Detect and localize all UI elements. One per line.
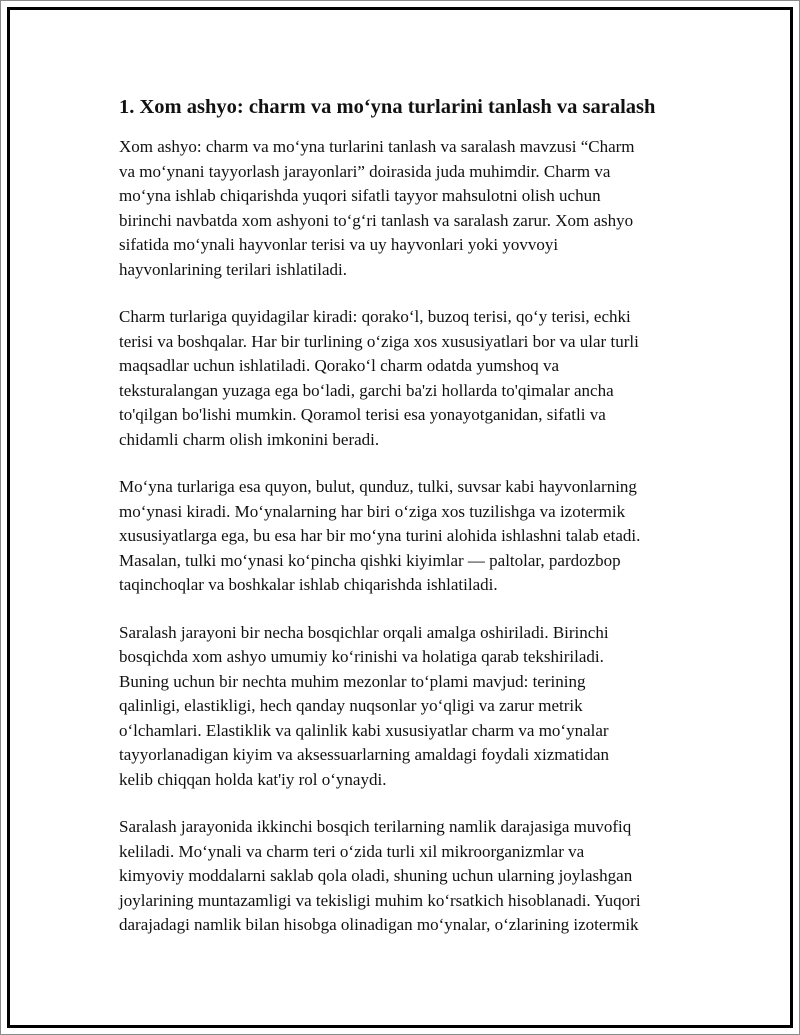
text-line: kelib chiqqan holda kat'iy rol o‘ynaydi. [119,769,387,789]
section-heading: 1. Xom ashyo: charm va mo‘yna turlarini tanlash va saralash [119,96,656,118]
text-line: Masalan, tulki mo‘ynasi ko‘pincha qishki kiyimlar — paltolar, pardozbop [119,550,621,570]
text-line: mo‘yna ishlab chiqarishda yuqori sifatli tayyor mahsulotni olish uchun [119,186,601,205]
paragraph-5 [119,815,689,938]
text-line: qalinligi, elastikligi, hech qanday nuqsonlar yo‘qligi va zarur metrik [119,696,583,715]
text-line: keliladi. Mo‘ynali va charm teri o‘zida turli xil mikroorganizmlar va [119,841,585,861]
paragraph-4 [119,621,689,793]
text-line: taqinchoqlar va boshkalar ishlab chiqarishda ishlatiladi. [119,575,498,594]
document-body [119,93,689,961]
text-line: chidamli charm olish imkonini beradi. [119,429,380,449]
paragraph-2 [119,305,689,452]
text-line: Buning uchun bir nechta muhim mezonlar to‘plami mavjud: terining [119,671,586,691]
text-line: bosqichda xom ashyo umumiy ko‘rinishi va holatiga qarab tekshiriladi. [119,647,604,666]
text-line: Saralash jarayonida ikkinchi bosqich terilarning namlik darajasiga muvofiq [119,817,632,836]
text-line: maqsadlar uchun ishlatiladi. Qorako‘l charm odatda yumshoq va [119,356,559,375]
text-line: sifatida mo‘ynali hayvonlar terisi va uy hayvonlari yoki yovvoyi [119,235,559,254]
text-line: Charm turlariga quyidagilar kiradi: qorako‘l, buzoq terisi, qo‘y terisi, echki [119,307,631,326]
text-line: hayvonlarining terilari ishlatiladi. [119,259,348,279]
text-line: xususiyatlarga ega, bu esa har bir mo‘yna turini alohida ishlashni talab etadi. [119,526,641,545]
text-line: darajadagi namlik bilan hisobga olinadigan mo‘ynalar, o‘zlarining izotermik [119,915,639,934]
paragraph-1 [119,135,689,282]
text-line: teksturalangan yuzaga ega bo‘ladi, garchi ba'zi hollarda to'qimalar ancha [119,380,614,400]
text-line: tayyorlanadigan kiyim va aksessuarlarning amaldagi foydali xizmatidan [119,745,610,764]
paragraph-3 [119,475,689,598]
text-line: kimyoviy moddalarni saklab qola oladi, shuning uchun ularning joylashgan [119,866,633,885]
text-line: o‘lchamlari. Elastiklik va qalinlik kabi xususiyatlar charm va mo‘ynalar [119,720,609,740]
text-line: to'qilgan bo'lishi mumkin. Qoramol terisi esa yonayotganidan, sifatli va [119,405,606,424]
text-line: Saralash jarayoni bir necha bosqichlar orqali amalga oshiriladi. Birinchi [119,622,609,642]
text-line: mo‘ynasi kiradi. Mo‘ynalarning har biri o‘ziga xos tuzilishga va izotermik [119,501,626,521]
text-line: va mo‘ynani tayyorlash jarayonlari” doirasida juda muhimdir. Charm va [119,161,611,181]
text-line: Xom ashyo: charm va mo‘yna turlarini tanlash va saralash mavzusi “Charm [119,137,635,156]
text-line: terisi va boshqalar. Har bir turlining o‘ziga xos xususiyatlari bor va ular turli [119,331,639,351]
text-line: joylarining muntazamligi va tekisligi muhim ko‘rsatkich hisoblanadi. Yuqori [119,890,641,910]
text-line: Mo‘yna turlariga esa quyon, bulut, qunduz, tulki, suvsar kabi hayvonlarning [119,477,637,496]
text-line: birinchi navbatda xom ashyoni to‘g‘ri tanlash va saralash zarur. Xom ashyo [119,210,634,230]
